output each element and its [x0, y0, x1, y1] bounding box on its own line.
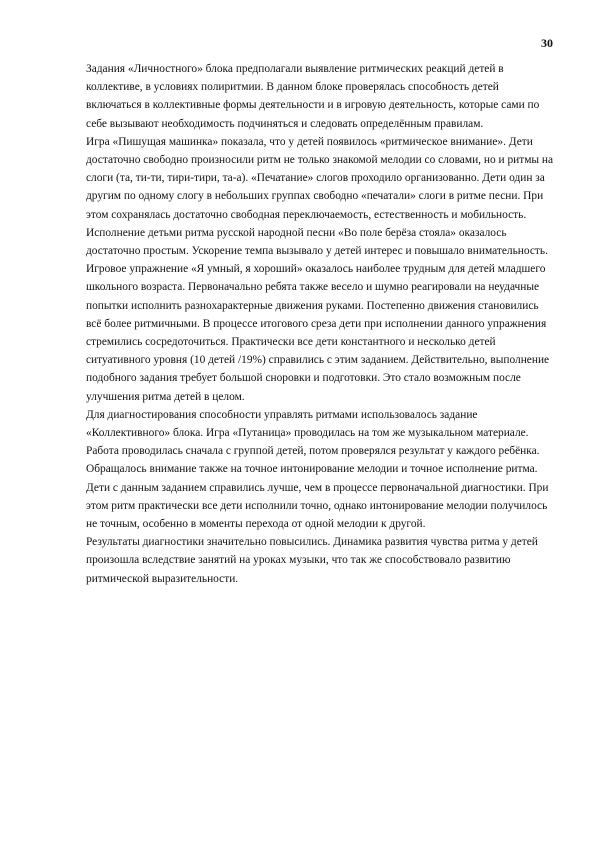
paragraph-collective-block: Для диагностирования способности управлять ритмами использовалось задание «Коллективного» блока. Игра «Путаница» проводилась на том же музыкальном материале. Работа проводилась сначала с группой детей, потом проверялся результат у каждого ребёнка. Обращалось внимание также на точное интонирование мелодии и точное исполнение ритма. Дети с данным заданием справились лучше, чем в процессе первоначальной диагностики. При этом ритм практически все дети исполнили точно, однако интонирование мелодии получилось не точным, особенно в моменты перехода от одной мелодии к другой. — [86, 408, 549, 531]
paragraph-results: Результаты диагностики значительно повысились. Динамика развития чувства ритма у детей произошла вследствие занятий на уроках музыки, что так же способствовало развитию ритмической выразительности. — [86, 536, 538, 585]
document-body — [86, 60, 554, 588]
page-number: 30 — [541, 36, 553, 50]
paragraph-folk-song-rhythm: Исполнение детьми ритма русской народной песни «Во поле берёза стояла» оказалось достаточно простым. Ускорение темпа вызывало у детей интерес и повышало внимательность. — [86, 226, 548, 258]
paragraph-personal-block: Задания «Личностного» блока предполагали выявление ритмических реакций детей в коллективе, в условиях полиритмии. В данном блоке проверялась способность детей включаться в коллективные формы деятельности и в игровую деятельность, которые сами по себе вызывают необходимость подчиняться и следовать определённым правилам. — [86, 63, 540, 130]
paragraph-typewriter-game: Игра «Пишущая машинка» показала, что у детей появилось «ритмическое внимание». Дети достаточно свободно произносили ритм не только знакомой мелодии со словами, но и ритмы на слоги (та, ти-ти, тири-тири, та-а). «Печатание» слогов проходило организованно. Дети один за другим по одному слогу в небольших группах свободно «печатали» слоги в ритме песни. При этом сохранялась достаточно свободная переключаемость, естественность и мобильность. — [86, 135, 554, 221]
paragraph-game-exercise: Игровое упражнение «Я умный, я хороший» оказалось наиболее трудным для детей младшего школьного возраста. Первоначально ребята также весело и шумно реагировали на неудачные попытки исполнить разнохарактерные движения руками. Постепенно движения становились всё более ритмичными. В процессе итогового среза дети при исполнении данного упражнения стремились сосредоточиться. Практически все дети константного и несколько детей ситуативного уровня (10 детей /19%) справились с этим заданием. Действительно, выполнение подобного задания требует большой сноровки и подготовки. Это стало возможным после улучшения ритма детей в целом. — [86, 263, 550, 403]
